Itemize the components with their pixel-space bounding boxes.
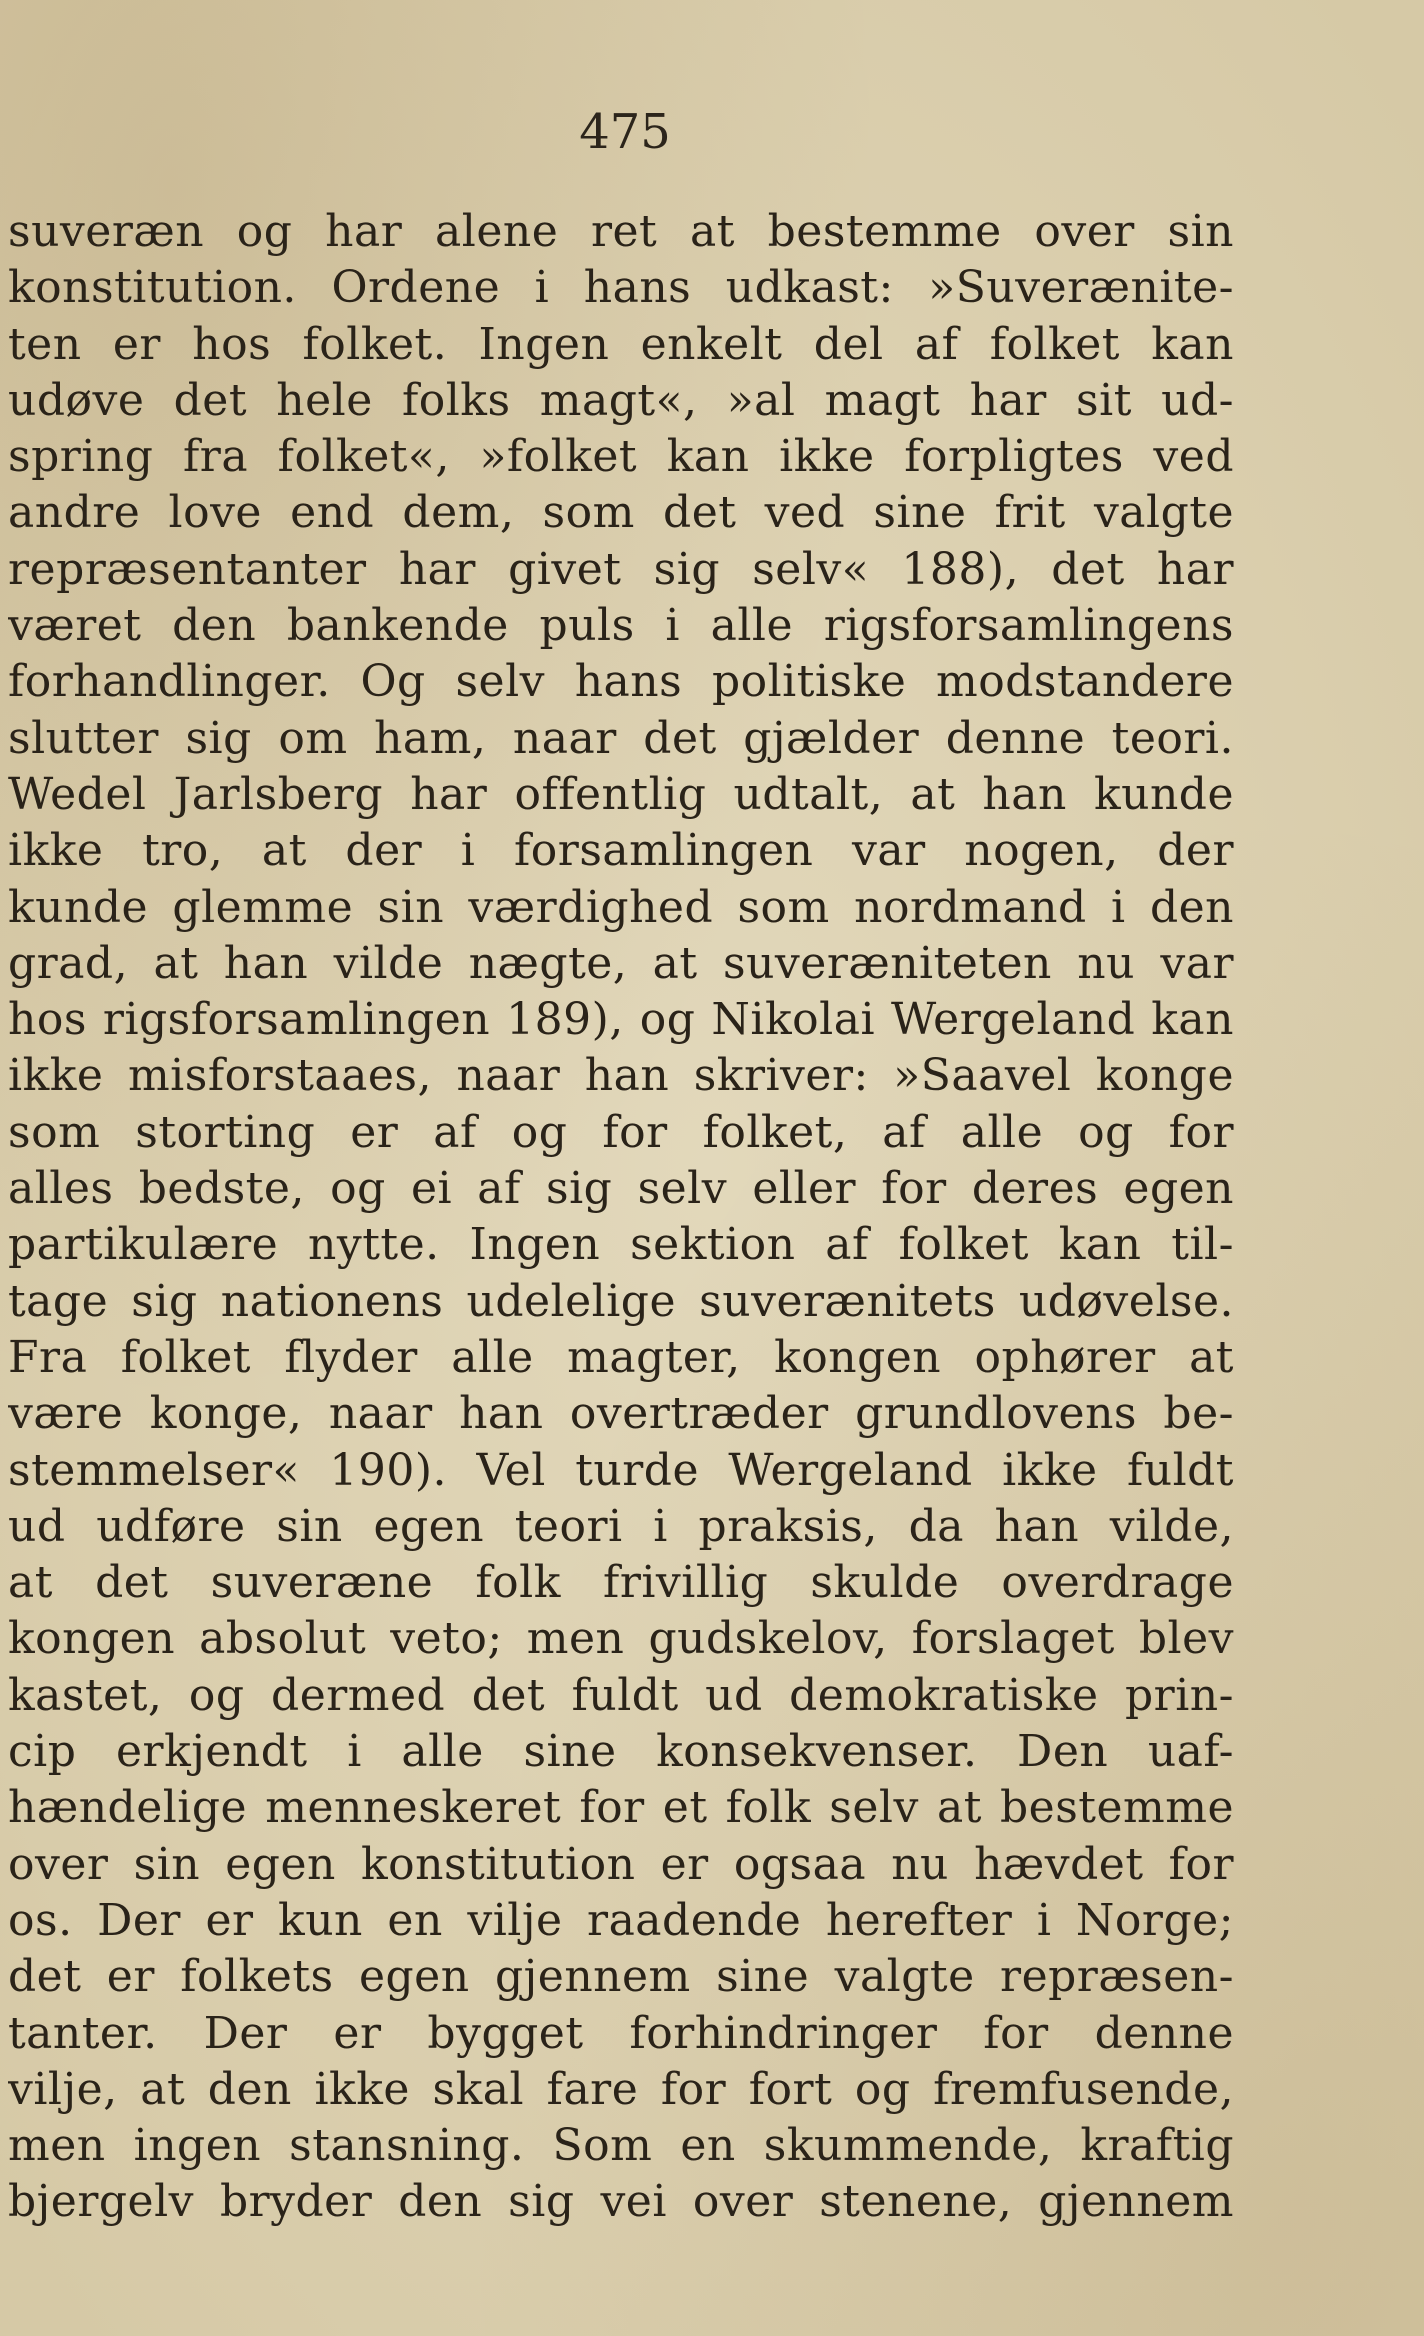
text-line: udøve det hele folks magt«, »al magt har sit ud- [8,374,1234,426]
text-line: ud udføre sin egen teori i praksis, da han vilde, [8,1500,1234,1552]
text-line: men ingen stansning. Som en skummende, kraftig [8,2120,1234,2172]
text-line: forhandlinger. Og selv hans politiske modstandere [8,656,1234,708]
text-line: stemmelser« 190). Vel turde Wergeland ikke fuldt [8,1444,1234,1496]
text-line: ikke misforstaaes, naar han skriver: »Saavel konge [8,1050,1234,1102]
text-line: være konge, naar han overtræder grundlovens be- [8,1388,1234,1440]
text-line: det er folkets egen gjennem sine valgte repræsen- [8,1951,1234,2003]
text-line: som storting er af og for folket, af alle og for [8,1106,1234,1158]
text-line: kastet, og dermed det fuldt ud demokratiske prin- [8,1669,1234,1721]
text-line: andre love end dem, som det ved sine frit valgte [8,487,1234,539]
text-line: Fra folket flyder alle magter, kongen ophører at [8,1331,1234,1383]
text-line: været den bankende puls i alle rigsforsamlingens [8,600,1234,652]
text-line: ikke tro, at der i forsamlingen var nogen, der [8,825,1234,877]
text-line: over sin egen konstitution er ogsaa nu hævdet for [8,1838,1234,1890]
text-line: bjergelv bryder den sig vei over stenene, gjennem [8,2176,1234,2228]
text-line: tanter. Der er bygget forhindringer for denne [8,2007,1234,2059]
text-line: repræsentanter har givet sig selv« 188), det har [8,543,1234,595]
page-number: 475 [579,104,671,160]
text-line: alles bedste, og ei af sig selv eller for deres egen [8,1163,1234,1215]
body-text [8,204,1234,2231]
text-line: vilje, at den ikke skal fare for fort og fremfusende, [8,2063,1234,2115]
text-line: at det suveræne folk frivillig skulde overdrage [8,1557,1234,1609]
text-line: slutter sig om ham, naar det gjælder denne teori. [8,712,1234,764]
text-line: ten er hos folket. Ingen enkelt del af folket kan [8,318,1234,370]
text-line: partikulære nytte. Ingen sektion af folket kan til- [8,1219,1234,1271]
text-line: kongen absolut veto; men gudskelov, forslaget blev [8,1613,1234,1665]
text-line: grad, at han vilde nægte, at suveræniteten nu var [8,937,1234,989]
text-line: Wedel Jarlsberg har offentlig udtalt, at han kunde [8,768,1234,820]
text-line: konstitution. Ordene i hans udkast: »Suverænite- [8,262,1234,314]
text-line: os. Der er kun en vilje raadende herefter i Norge; [8,1894,1234,1946]
text-line: suveræn og har alene ret at bestemme over sin [8,206,1234,257]
text-line: kunde glemme sin værdighed som nordmand i den [8,881,1234,933]
text-line: tage sig nationens udelelige suverænitets udøvelse. [8,1275,1234,1327]
text-line: hændelige menneskeret for et folk selv at bestemme [8,1782,1234,1834]
text-line: cip erkjendt i alle sine konsekvenser. Den uaf- [8,1726,1234,1778]
text-line: hos rigsforsamlingen 189), og Nikolai Wergeland kan [8,994,1234,1046]
text-line: spring fra folket«, »folket kan ikke forpligtes ved [8,431,1234,483]
